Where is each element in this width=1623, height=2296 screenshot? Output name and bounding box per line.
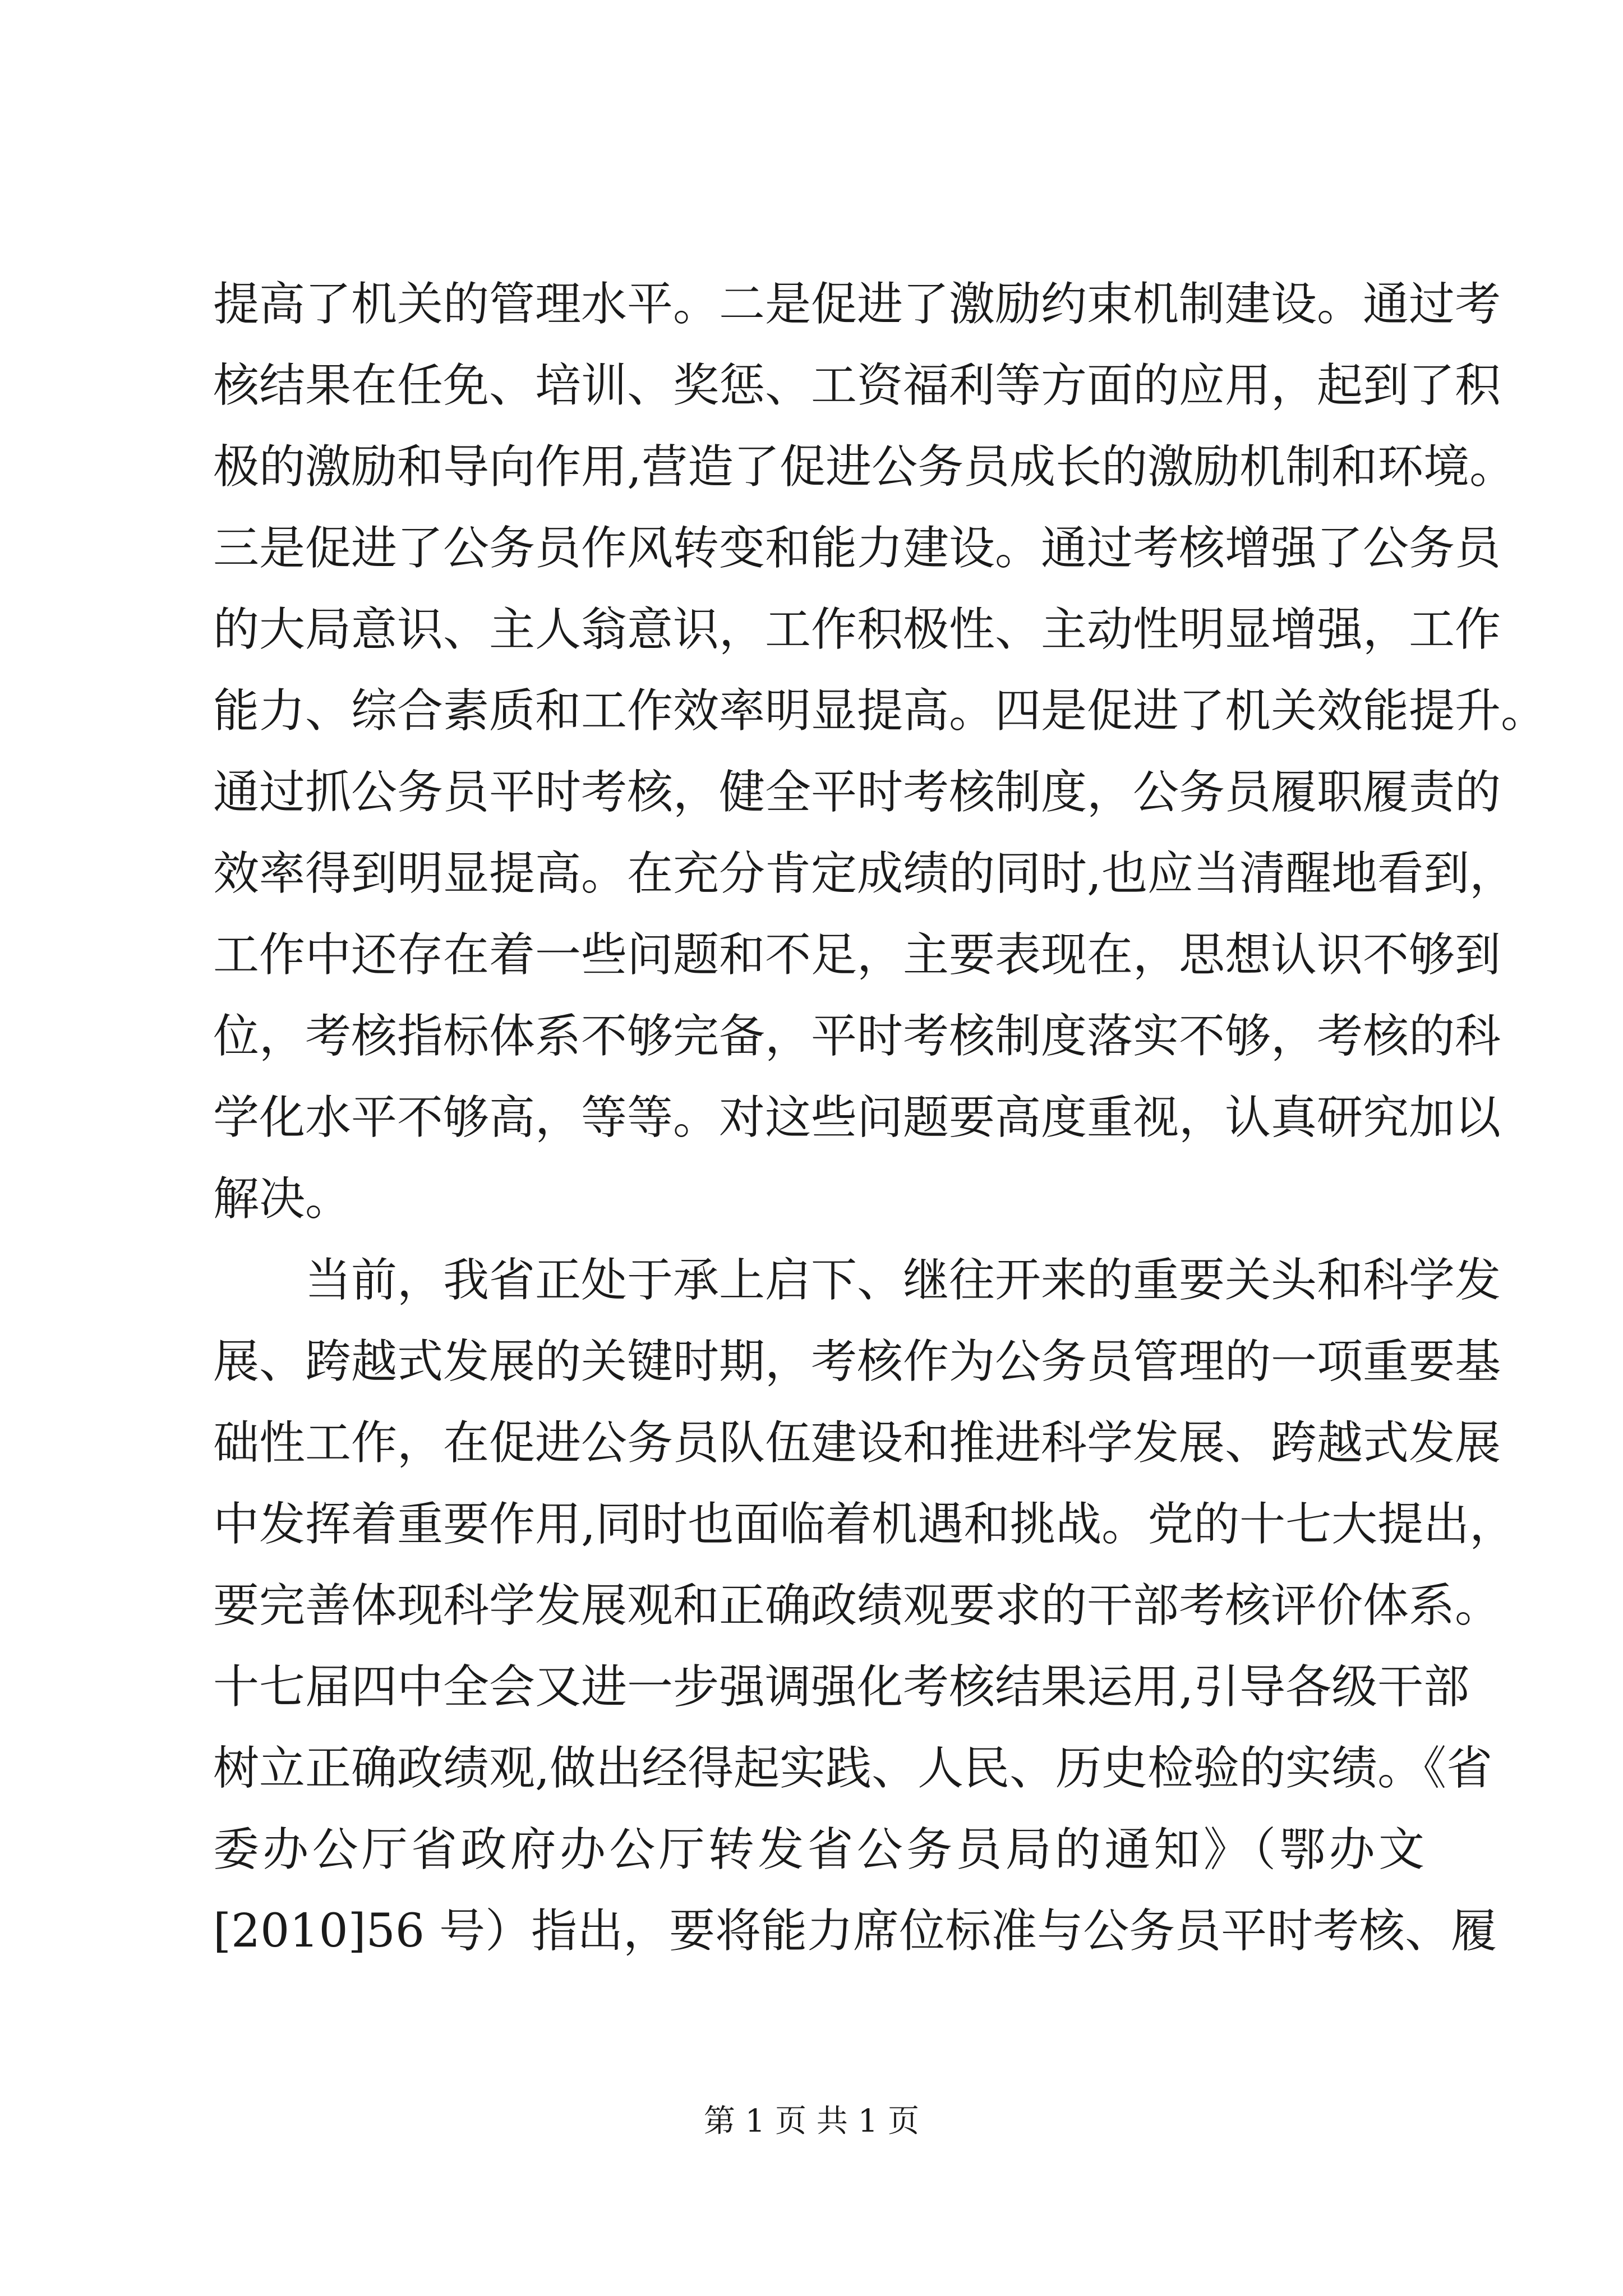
text-line: [2010]56 号）指出，要将能力席位标准与公务员平时考核、履 <box>213 1904 1497 1958</box>
text-line: 十七届四中全会又进一步强调强化考核结果运用,引导各级干部 <box>213 1660 1470 1714</box>
text-line: 极的激励和导向作用,营造了促进公务员成长的激励机制和环境。 <box>213 440 1516 494</box>
text-line: 效率得到明显提高。在充分肯定成绩的同时,也应当清醒地看到， <box>213 847 1516 900</box>
text-line: 能力、综合素质和工作效率明显提高。四是促进了机关效能提升。 <box>213 684 1547 738</box>
text-line: 展、跨越式发展的关键时期，考核作为公务员管理的一项重要基 <box>213 1335 1501 1388</box>
paragraph-first-line: 当前，我省正处于承上启下、继往开来的重要关头和科学发 <box>305 1254 1501 1307</box>
text-line: 提高了机关的管理水平。二是促进了激励约束机制建设。通过考 <box>213 278 1501 331</box>
text-line: 位，考核指标体系不够完备，平时考核制度落实不够，考核的科 <box>213 1010 1501 1063</box>
text-line: 的大局意识、主人翁意识，工作积极性、主动性明显增强，工作 <box>213 603 1501 656</box>
text-line: 工作中还存在着一些问题和不足，主要表现在，思想认识不够到 <box>213 928 1501 982</box>
text-line: 核结果在任免、培训、奖惩、工资福利等方面的应用，起到了积 <box>213 359 1501 412</box>
text-line: 树立正确政绩观,做出经得起实践、人民、历史检验的实绩。《省 <box>213 1742 1493 1795</box>
text-line: 础性工作，在促进公务员队伍建设和推进科学发展、跨越式发展 <box>213 1416 1501 1470</box>
text-line: 要完善体现科学发展观和正确政绩观要求的干部考核评价体系。 <box>213 1579 1501 1632</box>
text-line: 三是促进了公务员作风转变和能力建设。通过考核增强了公务员 <box>213 522 1501 575</box>
text-line: 解决。 <box>213 1172 352 1226</box>
document-body <box>213 264 1547 1972</box>
text-line: 委办公厅省政府办公厅转发省公务员局的通知》（鄂办文 <box>213 1823 1424 1876</box>
text-line: 中发挥着重要作用,同时也面临着机遇和挑战。党的十七大提出， <box>213 1498 1516 1551</box>
text-line: 学化水平不够高，等等。对这些问题要高度重视，认真研究加以 <box>213 1091 1501 1144</box>
page-number-footer: 第 1 页 共 1 页 <box>703 2103 920 2139</box>
text-line: 通过抓公务员平时考核，健全平时考核制度，公务员履职履责的 <box>213 766 1501 819</box>
